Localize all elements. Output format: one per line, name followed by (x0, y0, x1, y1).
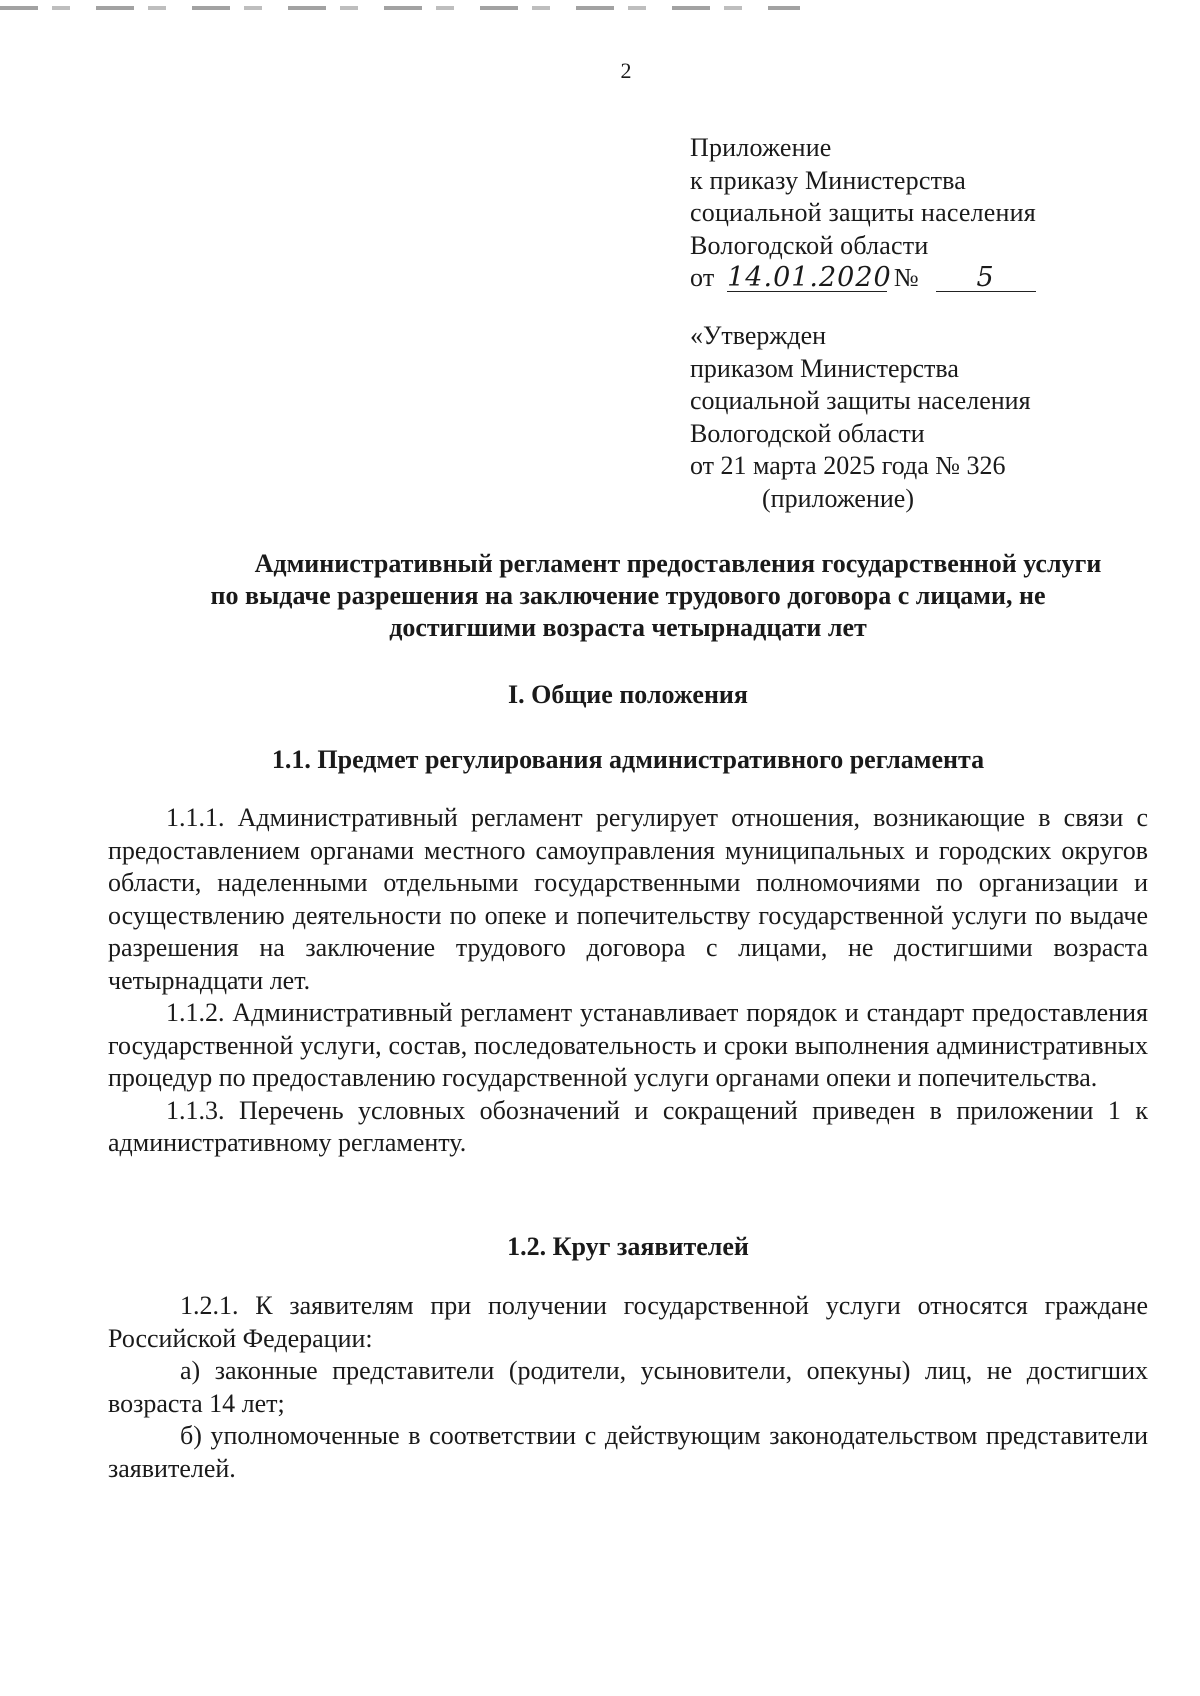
paragraph: 1.1.2. Административный регламент устанавливает порядок и стандарт предоставления государственной услуги, состав, последовательность и сроки выполнения административных процедур по предоставлению государственной услуги органами опеки и попечительства. (108, 998, 1148, 1092)
approved-block (690, 320, 1031, 515)
attachment-line: Вологодской области (690, 230, 929, 260)
section-heading-general: I. Общие положения (508, 680, 748, 709)
handwritten-order-date: 14.01.2020 (727, 262, 892, 293)
attachment-line: Приложение (690, 133, 832, 162)
approved-note: (приложение) (762, 483, 915, 513)
order-prefix: от (690, 263, 715, 292)
list-item: б) уполномоченные в соответствии с действующим законодательством представители заявителей. (108, 1421, 1148, 1483)
section-body-subject (108, 802, 1148, 1160)
approved-line: Вологодской области (690, 418, 925, 448)
list-item: а) законные представители (родители, усыновители, опекуны) лиц, не достигших возраста 14 лет; (108, 1356, 1148, 1418)
attachment-line: социальной защиты населения (690, 198, 1036, 227)
approved-line: приказом Министерства (690, 353, 959, 383)
paragraph: 1.2.1. К заявителям при получении государственной услуги относятся граждане Российской Федерации: (108, 1291, 1148, 1353)
page-number: 2 (620, 58, 632, 83)
attachment-line: к приказу Министерства (690, 165, 967, 195)
attachment-block (690, 132, 1036, 295)
scan-edge-artifact (0, 6, 800, 10)
order-date-line (690, 262, 1036, 295)
section-body-applicants (108, 1290, 1148, 1485)
paragraph: 1.1.3. Перечень условных обозначений и сокращений приведен в приложении 1 к административному регламенту. (108, 1095, 1148, 1157)
approved-line: социальной защиты населения (690, 386, 1031, 415)
handwritten-order-number: 5 (936, 265, 1036, 292)
section-heading-applicants: 1.2. Круг заявителей (507, 1232, 749, 1261)
title-line: Административный регламент предоставления государственной услуги (254, 549, 1102, 578)
title-line: по выдаче разрешения на заключение трудового договора с лицами, не (210, 581, 1046, 610)
document-title (108, 548, 1148, 644)
title-line: достигшими возраста четырнадцати лет (389, 613, 867, 642)
paragraph: 1.1.1. Административный регламент регулирует отношения, возникающие в связи с предоставлением органами местного самоуправления муниципальных и городских округов области, наделенными отдельными государственными полномочиями по организации и осуществлению деятельности по опеке и попечительству государственной услуги по выдаче разрешения на заключение трудового договора с лицами, не достигшими возраста четырнадцати лет. (108, 803, 1148, 995)
number-sign: № (893, 263, 919, 292)
approved-line: от 21 марта 2025 года № 326 (690, 451, 1006, 480)
approved-line: «Утвержден (690, 321, 827, 350)
section-heading-subject: 1.1. Предмет регулирования административного регламента (271, 745, 985, 774)
